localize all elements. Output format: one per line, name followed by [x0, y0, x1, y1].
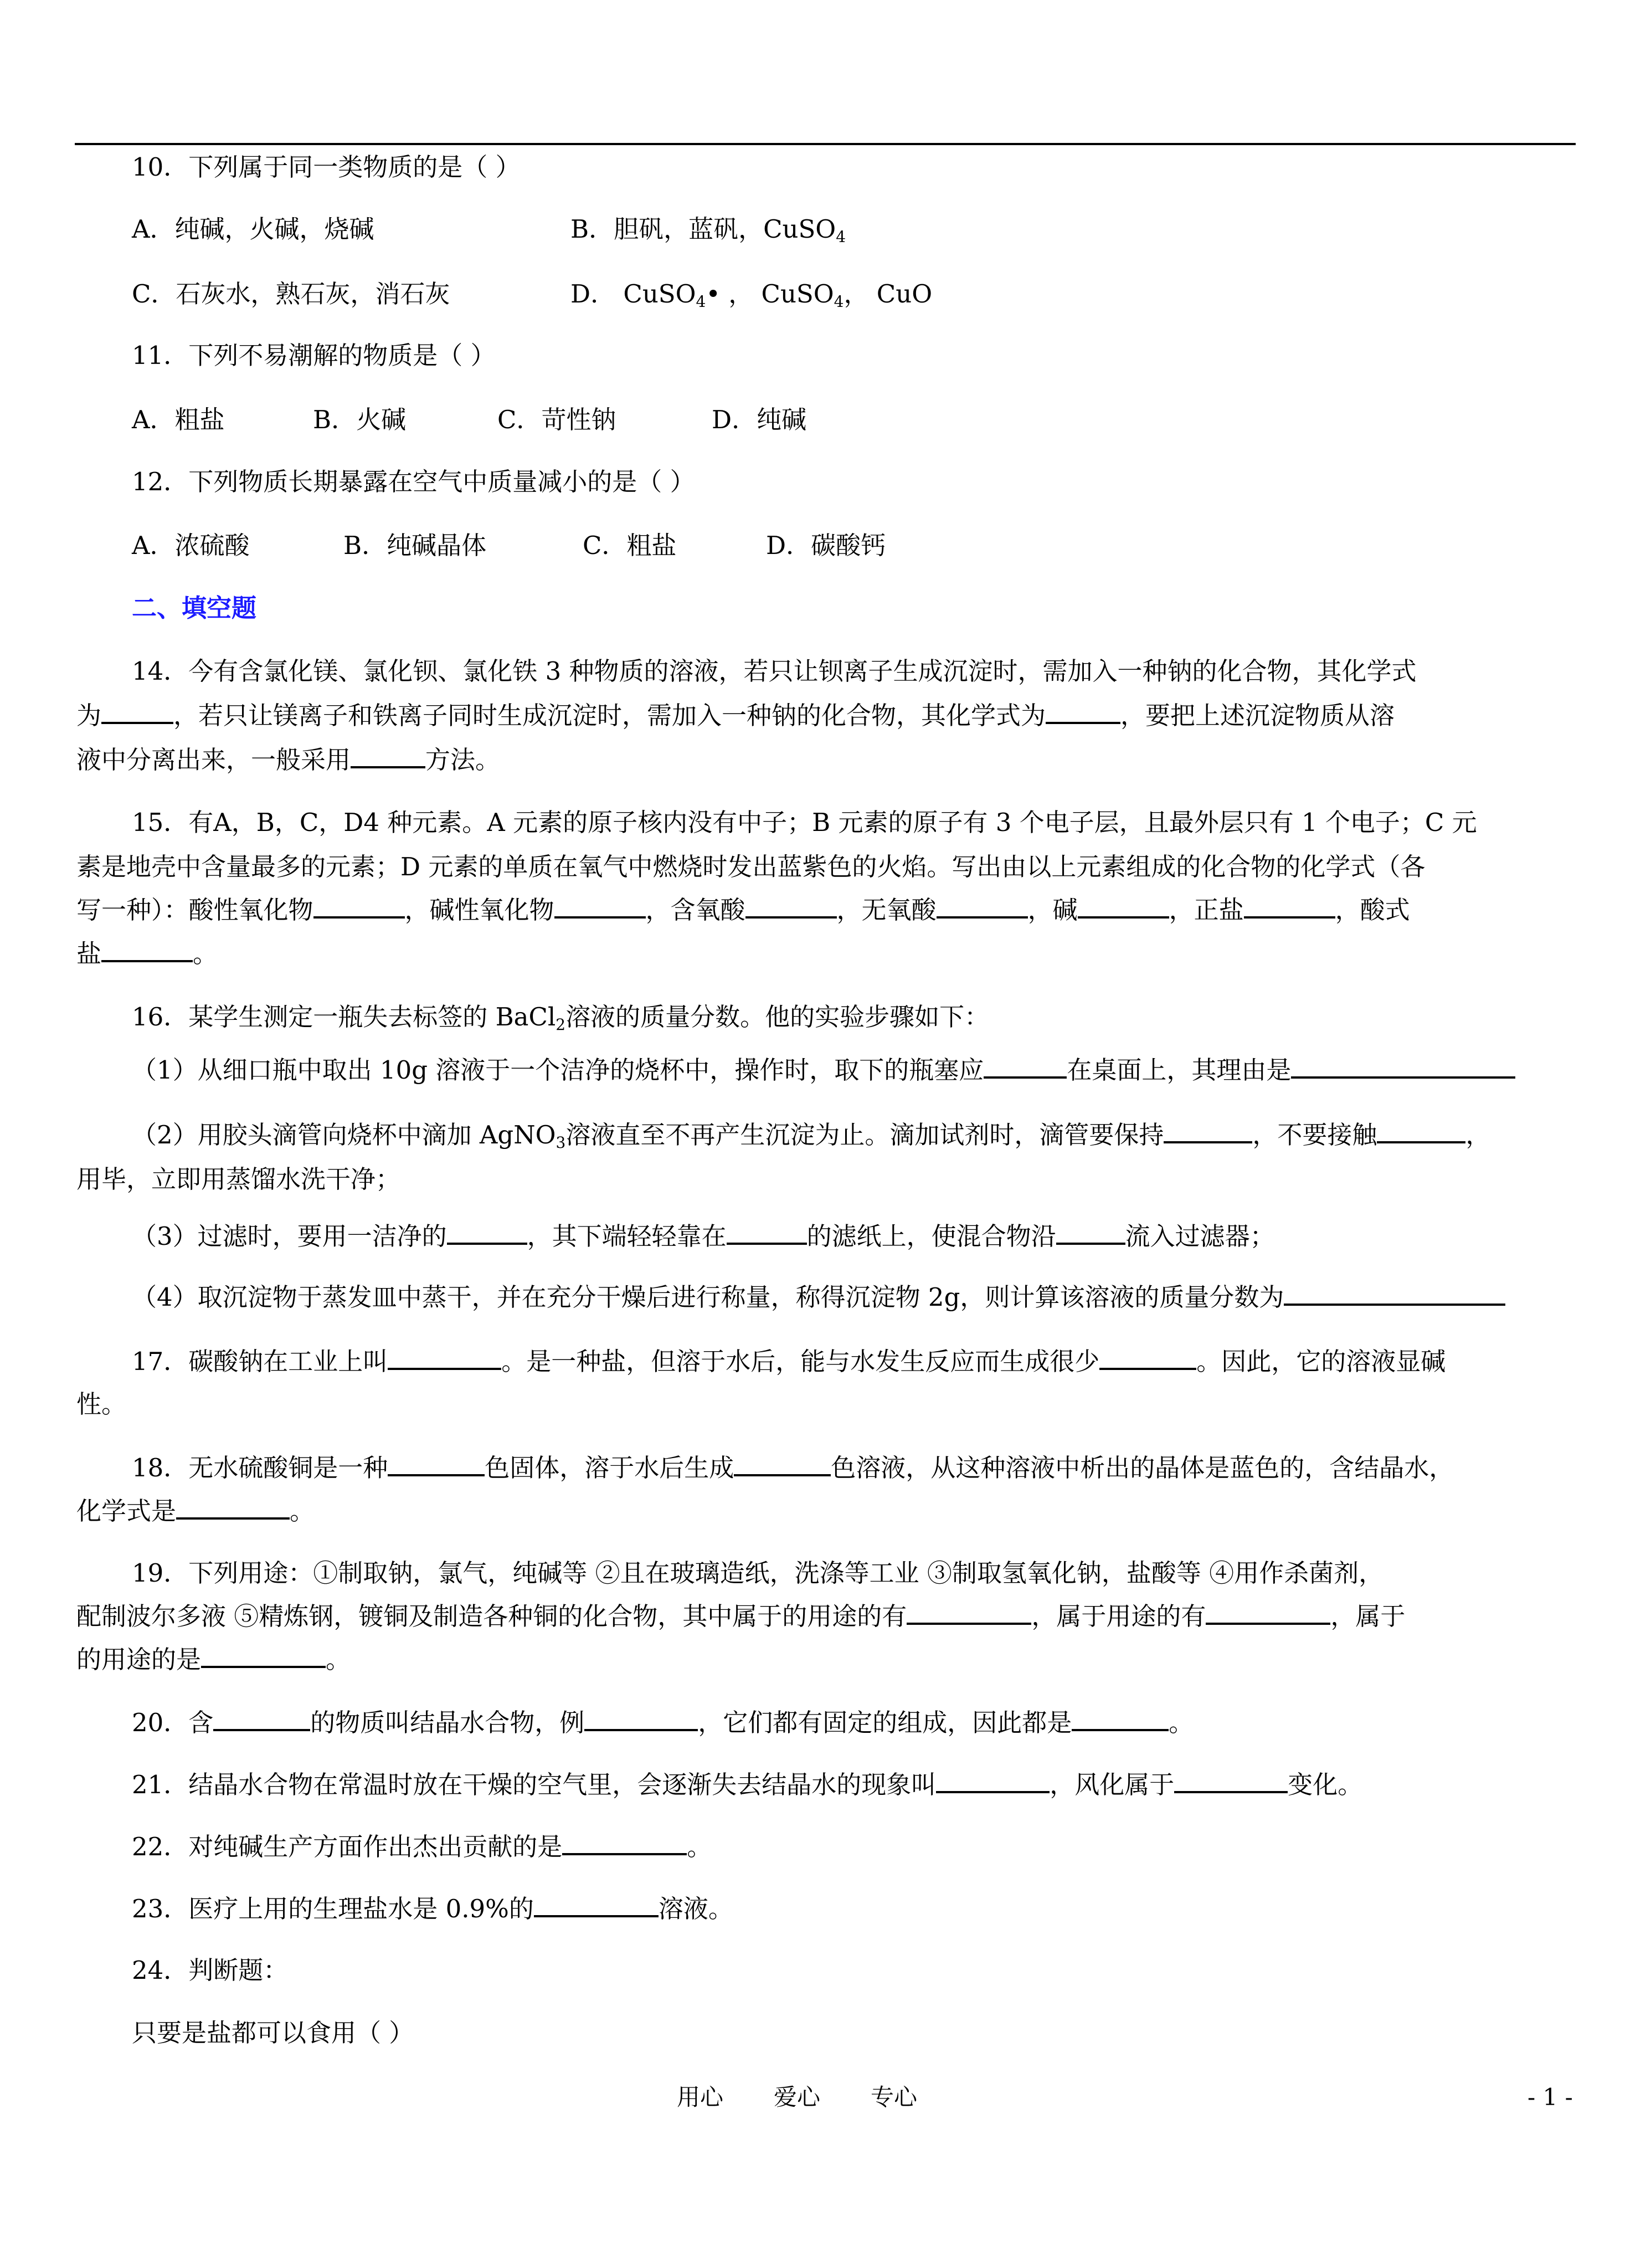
q21: 21．结晶水合物在常温时放在干燥的空气里，会逐渐失去结晶水的现象叫 ，风化属于 变化。: [132, 1770, 1363, 1799]
q14-line3: 液中分离出来，一般采用 方法。: [76, 745, 501, 774]
q11-option-d: D．纯碱: [712, 405, 807, 434]
q19-line1: 19．下列用途：①制取钠，氯气，纯碱等 ②且在玻璃造纸，洗涤等工业 ③制取氢氧化钠，盐酸等 ④用作杀菌剂，: [132, 1558, 1384, 1588]
q19-line2: 配制波尔多液 ⑤精炼钢，镀铜及制造各种铜的化合物，其中属于的用途的有 ，属于用途的有 ，属于: [76, 1602, 1406, 1631]
q11-option-b: B．火碱: [313, 405, 407, 434]
q14-line1: 14．今有含氯化镁、氯化钡、氯化铁 3 种物质的溶液，若只让钡离子生成沉淀时，需加入一种钠的化合物，其化学式: [132, 656, 1417, 686]
q10-option-b: B．胆矾，蓝矾，CuSO$_4$: [570, 214, 846, 246]
q11-stem: 11．下列不易潮解的物质是（ ）: [132, 341, 496, 370]
q10-stem: 10．下列属于同一类物质的是（ ）: [132, 152, 521, 182]
q12-option-c: C．粗盐: [583, 531, 677, 560]
q19-line3: 的用途的是 。: [76, 1645, 351, 1674]
q12-option-d: D．碳酸钙: [766, 531, 886, 560]
footer-text-yongxin: 用心: [677, 2084, 724, 2111]
q24-item: 只要是盐都可以食用（ ）: [132, 2018, 414, 2048]
q16-step3: （3）过滤时，要用一洁净的 ，其下端轻轻靠在 的滤纸上，使混合物沿 流入过滤器；: [132, 1222, 1275, 1251]
q16-step4: （4）取沉淀物于蒸发皿中蒸干，并在充分干燥后进行称量，称得沉淀物 2g，则计算该溶液的质量分数为: [132, 1281, 1505, 1314]
q15-line3: 写一种）：酸性氧化物 ，碱性氧化物 ，含氧酸 ，无氧酸 ，碱 ，正盐 ，酸式: [76, 895, 1410, 925]
q10-option-d: D． CuSO$_4$• ， CuSO$_4$， CuO: [570, 279, 933, 311]
q15-line4: 盐 。: [76, 939, 218, 968]
page-number: - 1 -: [1527, 2084, 1573, 2111]
q11-option-c: C．苛性钠: [497, 405, 616, 434]
q15-line1: 15．有A，B，C，D4 种元素。A 元素的原子核内没有中子；B 元素的原子有 3 个电子层，且最外层只有 1 个电子；C 元: [132, 808, 1477, 837]
q11-option-a: A．粗盐: [132, 405, 225, 434]
footer-text-aixin: 爱心: [774, 2084, 821, 2111]
q10-option-a: A．纯碱，火碱，烧碱: [132, 214, 374, 244]
q17-line2: 性。: [76, 1389, 127, 1419]
q14-line2: 为 ，若只让镁离子和铁离子同时生成沉淀时，需加入一种钠的化合物，其化学式为 ，要把上述沉淀物质从溶: [76, 701, 1395, 730]
q16-step2: （2）用胶头滴管向烧杯中滴加 AgNO$_3$溶液直至不再产生沉淀为止。滴加试剂时，滴管要保持 ，不要接触 ，: [132, 1120, 1491, 1152]
q24-stem: 24．判断题：: [132, 1956, 289, 1985]
q16-step1: （1）从细口瓶中取出 10g 溶液于一个洁净的烧杯中，操作时，取下的瓶塞应 在桌面上，其理由是: [132, 1054, 1515, 1087]
section-title: 二、填空题: [132, 593, 257, 623]
footer-text-zhuanxin: 专心: [871, 2084, 918, 2111]
q12-option-a: A．浓硫酸: [132, 531, 250, 560]
q18-line1: 18．无水硫酸铜是一种 色固体，溶于水后生成 色溶液，从这种溶液中析出的晶体是蓝色的，含结晶水，: [132, 1453, 1454, 1482]
q22: 22．对纯碱生产方面作出杰出贡献的是 。: [132, 1832, 712, 1861]
q17-line1: 17．碳酸钠在工业上叫 。是一种盐，但溶于水后，能与水发生反应而生成很少 。因此，它的溶液显碱: [132, 1347, 1446, 1376]
q18-line2: 化学式是 。: [76, 1496, 315, 1526]
q16-stem: 16．某学生测定一瓶失去标签的 BaCl$_2$溶液的质量分数。他的实验步骤如下：: [132, 1002, 990, 1034]
q20: 20．含 的物质叫结晶水合物，例 ，它们都有固定的组成，因此都是 。: [132, 1708, 1194, 1737]
q10-option-c: C．石灰水，熟石灰，消石灰: [132, 279, 450, 309]
q12-option-b: B．纯碱晶体: [343, 531, 487, 560]
q16-step2-cont: 用毕，立即用蒸馏水洗干净；: [76, 1164, 401, 1194]
q15-line2: 素是地壳中含量最多的元素；D 元素的单质在氧气中燃烧时发出蓝紫色的火焰。写出由以上元素组成的化合物的化学式（各: [76, 852, 1426, 881]
q23: 23．医疗上用的生理盐水是 0.9%的 溶液。: [132, 1894, 733, 1923]
q12-stem: 12．下列物质长期暴露在空气中质量减小的是（ ）: [132, 467, 695, 496]
